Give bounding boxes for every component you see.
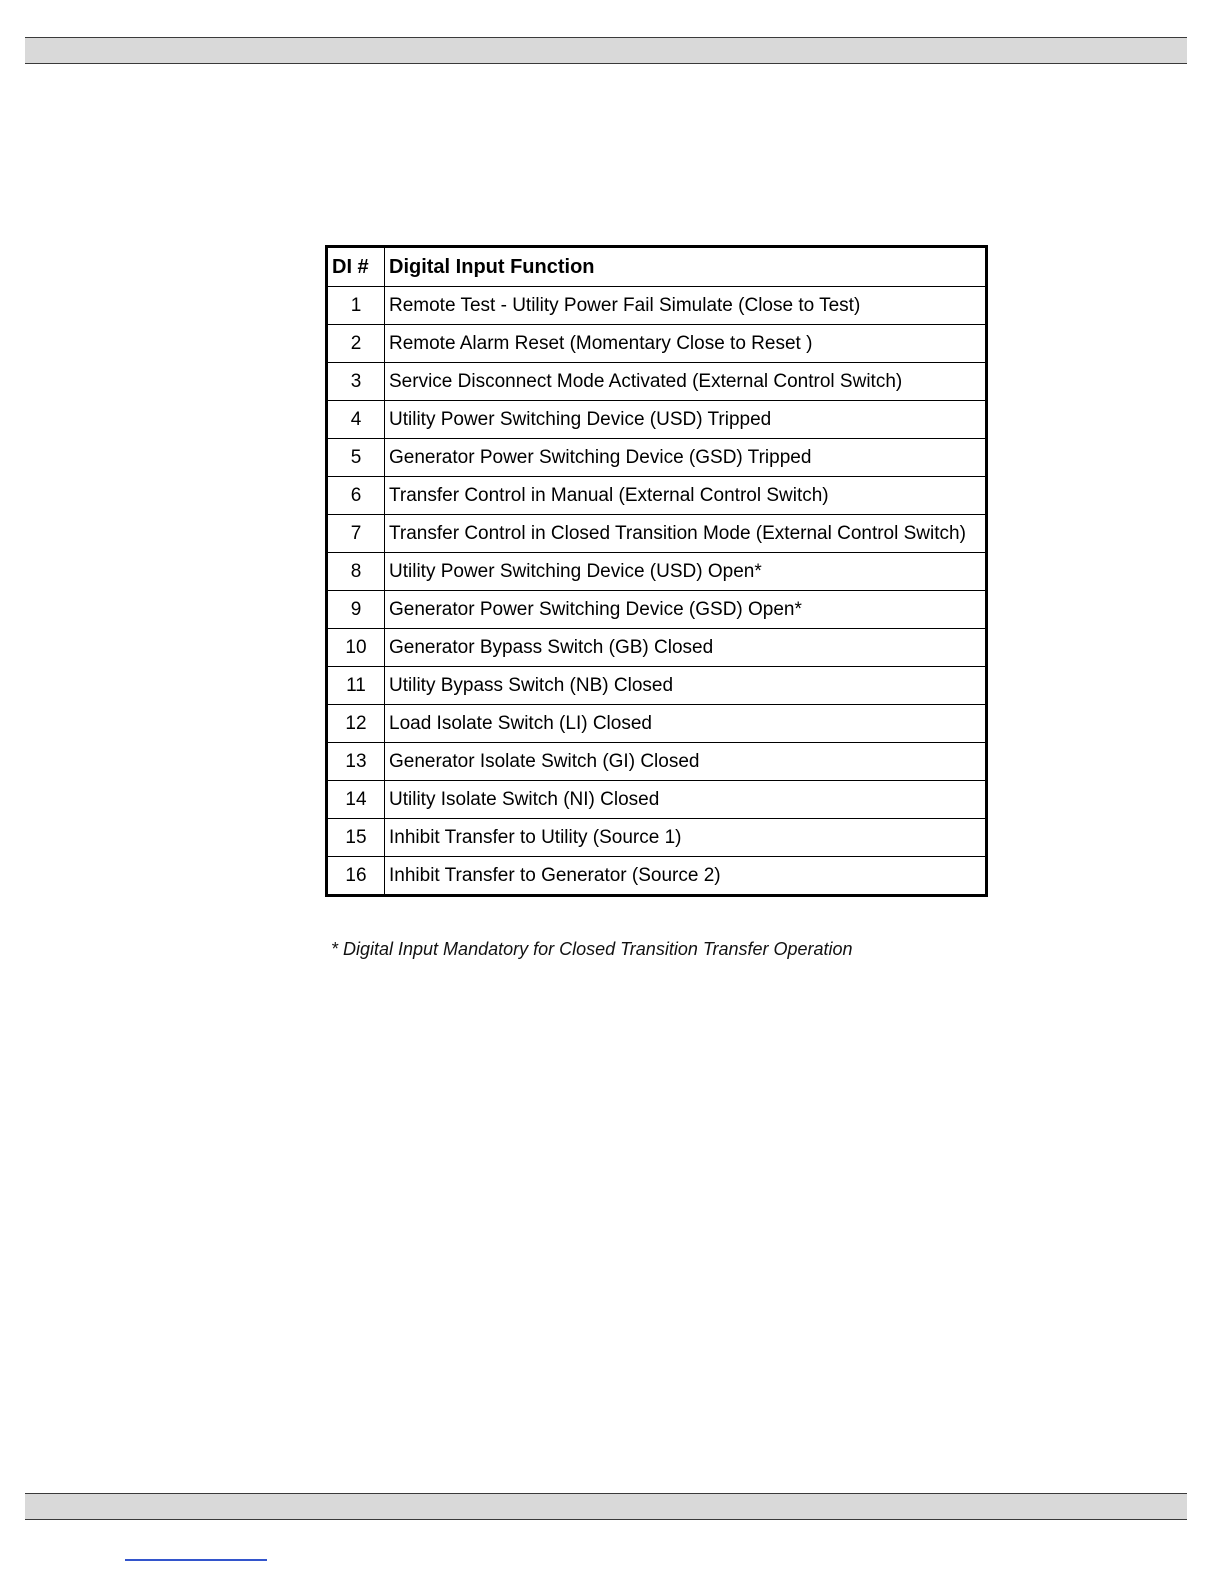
di-function: Transfer Control in Closed Transition Mode (External Control Switch) bbox=[385, 515, 987, 553]
di-function: Generator Power Switching Device (GSD) Open* bbox=[385, 591, 987, 629]
table-row bbox=[327, 401, 987, 439]
di-function: Service Disconnect Mode Activated (External Control Switch) bbox=[385, 363, 987, 401]
table-row bbox=[327, 781, 987, 819]
table-row bbox=[327, 705, 987, 743]
di-function: Inhibit Transfer to Generator (Source 2) bbox=[385, 857, 987, 896]
table-row bbox=[327, 325, 987, 363]
di-number: 13 bbox=[327, 743, 385, 781]
table-row bbox=[327, 515, 987, 553]
di-function: Utility Power Switching Device (USD) Open* bbox=[385, 553, 987, 591]
table-row bbox=[327, 553, 987, 591]
di-number: 1 bbox=[327, 287, 385, 325]
di-number: 10 bbox=[327, 629, 385, 667]
di-function: Transfer Control in Manual (External Control Switch) bbox=[385, 477, 987, 515]
table-row bbox=[327, 743, 987, 781]
table-row bbox=[327, 477, 987, 515]
table-row bbox=[327, 439, 987, 477]
table-row bbox=[327, 591, 987, 629]
di-function: Generator Bypass Switch (GB) Closed bbox=[385, 629, 987, 667]
di-function: Utility Bypass Switch (NB) Closed bbox=[385, 667, 987, 705]
table-row bbox=[327, 629, 987, 667]
table-row bbox=[327, 363, 987, 401]
di-number: 3 bbox=[327, 363, 385, 401]
table-row bbox=[327, 667, 987, 705]
di-number: 15 bbox=[327, 819, 385, 857]
column-header-function: Digital Input Function bbox=[385, 247, 987, 287]
di-function: Utility Power Switching Device (USD) Tripped bbox=[385, 401, 987, 439]
table-footnote: * Digital Input Mandatory for Closed Transition Transfer Operation bbox=[331, 939, 853, 959]
di-function: Generator Power Switching Device (GSD) Tripped bbox=[385, 439, 987, 477]
di-number: 14 bbox=[327, 781, 385, 819]
di-number: 4 bbox=[327, 401, 385, 439]
column-header-di-number: DI # bbox=[327, 247, 385, 287]
table-row bbox=[327, 857, 987, 896]
digital-input-table bbox=[325, 245, 988, 897]
table-header-row bbox=[327, 247, 987, 287]
di-function: Remote Alarm Reset (Momentary Close to Reset ) bbox=[385, 325, 987, 363]
di-number: 8 bbox=[327, 553, 385, 591]
di-function: Load Isolate Switch (LI) Closed bbox=[385, 705, 987, 743]
di-number: 6 bbox=[327, 477, 385, 515]
table-row bbox=[327, 287, 987, 325]
di-number: 16 bbox=[327, 857, 385, 896]
di-number: 12 bbox=[327, 705, 385, 743]
di-function: Generator Isolate Switch (GI) Closed bbox=[385, 743, 987, 781]
footer-band bbox=[25, 1493, 1187, 1520]
di-number: 2 bbox=[327, 325, 385, 363]
header-band bbox=[25, 37, 1187, 64]
di-function: Utility Isolate Switch (NI) Closed bbox=[385, 781, 987, 819]
di-function: Remote Test - Utility Power Fail Simulate (Close to Test) bbox=[385, 287, 987, 325]
di-function: Inhibit Transfer to Utility (Source 1) bbox=[385, 819, 987, 857]
table-row bbox=[327, 819, 987, 857]
di-number: 9 bbox=[327, 591, 385, 629]
di-number: 5 bbox=[327, 439, 385, 477]
di-number: 7 bbox=[327, 515, 385, 553]
di-number: 11 bbox=[327, 667, 385, 705]
footer-link-underline[interactable] bbox=[125, 1559, 267, 1561]
